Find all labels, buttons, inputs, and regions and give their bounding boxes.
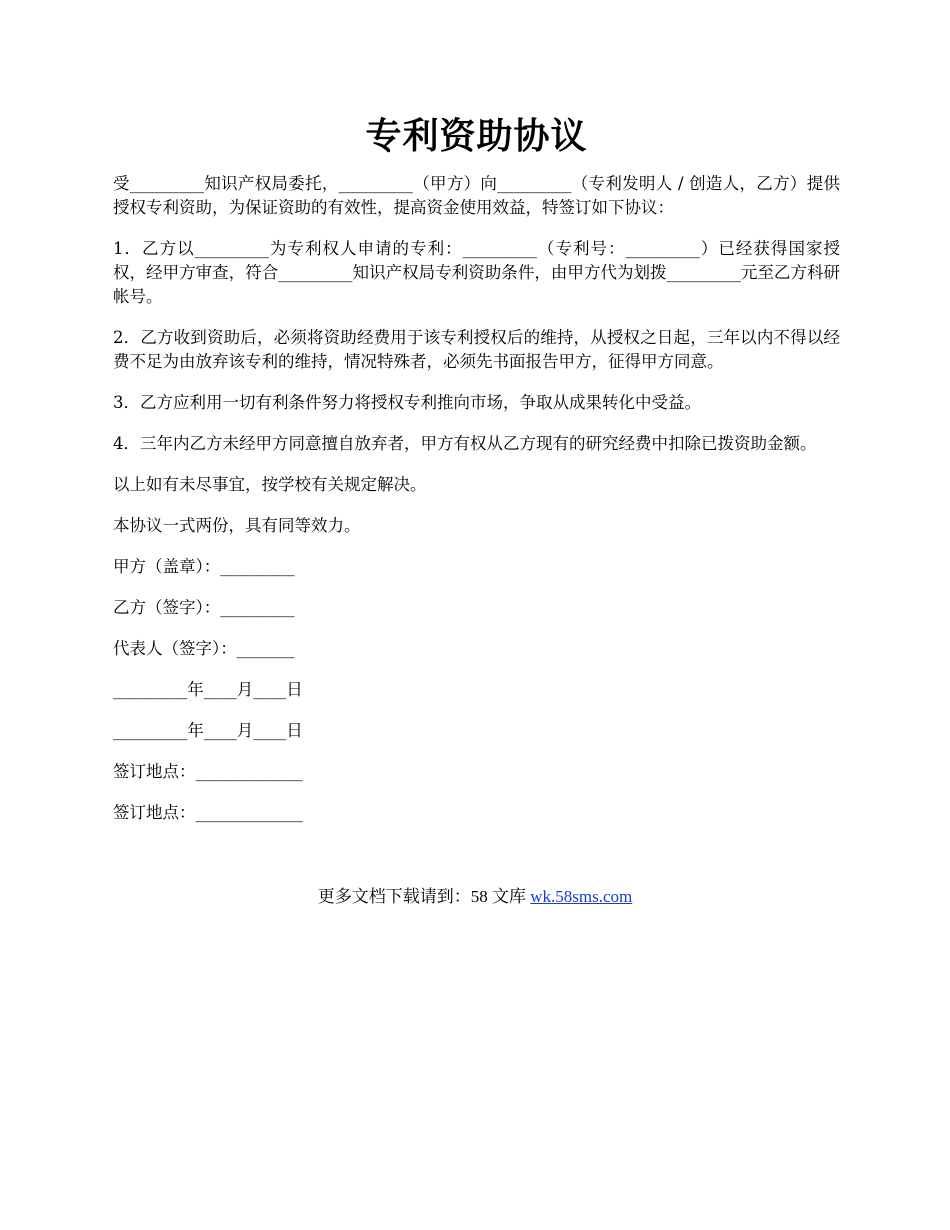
closing-paragraph-2: 本协议一式两份，具有同等效力。 xyxy=(113,516,361,535)
document-title: 专利资助协议 xyxy=(365,115,588,157)
document-page xyxy=(113,110,840,842)
signing-place-2: 签订地点：_____________ xyxy=(113,803,303,822)
date-line-2: _________年____月____日 xyxy=(113,721,303,740)
signing-place-1: 签订地点：_____________ xyxy=(113,762,303,781)
footer-text: 更多文档下载请到：58 文库 xyxy=(317,887,531,906)
closing-paragraph-1: 以上如有未尽事宜，按学校有关规定解决。 xyxy=(113,475,427,494)
clause-2: 2．乙方收到资助后，必须将资助经费用于该专利授权后的维持，从授权之日起，三年以内不得以经费不足为由放弃该专利的维持，情况特殊者，必须先书面报告甲方，征得甲方同意。 xyxy=(113,328,840,371)
signature-representative: 代表人（签字）：_______ xyxy=(113,639,295,658)
clause-3: 3．乙方应利用一切有利条件努力将授权专利推向市场，争取从成果转化中受益。 xyxy=(113,393,701,412)
footer-link[interactable]: wk.58sms.com xyxy=(530,887,633,906)
date-line-1: _________年____月____日 xyxy=(113,680,303,699)
clause-4: 4．三年内乙方未经甲方同意擅自放弃者，甲方有权从乙方现有的研究经费中扣除已拨资助金额。 xyxy=(113,434,817,453)
footer xyxy=(0,885,950,909)
signature-party-b: 乙方（签字）：_________ xyxy=(113,598,295,617)
intro-paragraph: 受_________知识产权局委托，_________（甲方）向_________（专利发明人 / 创造人，乙方）提供授权专利资助，为保证资助的有效性，提高资金使用效益，特签订如下协议： xyxy=(113,174,840,217)
signature-party-a: 甲方（盖章）：_________ xyxy=(113,557,295,576)
clause-1: 1．乙方以_________为专利权人申请的专利：_________（专利号：_________）已经获得国家授权，经甲方审查，符合_________知识产权局专利资助条件，由甲方代为划拨_________元至乙方科研帐号。 xyxy=(113,239,840,306)
